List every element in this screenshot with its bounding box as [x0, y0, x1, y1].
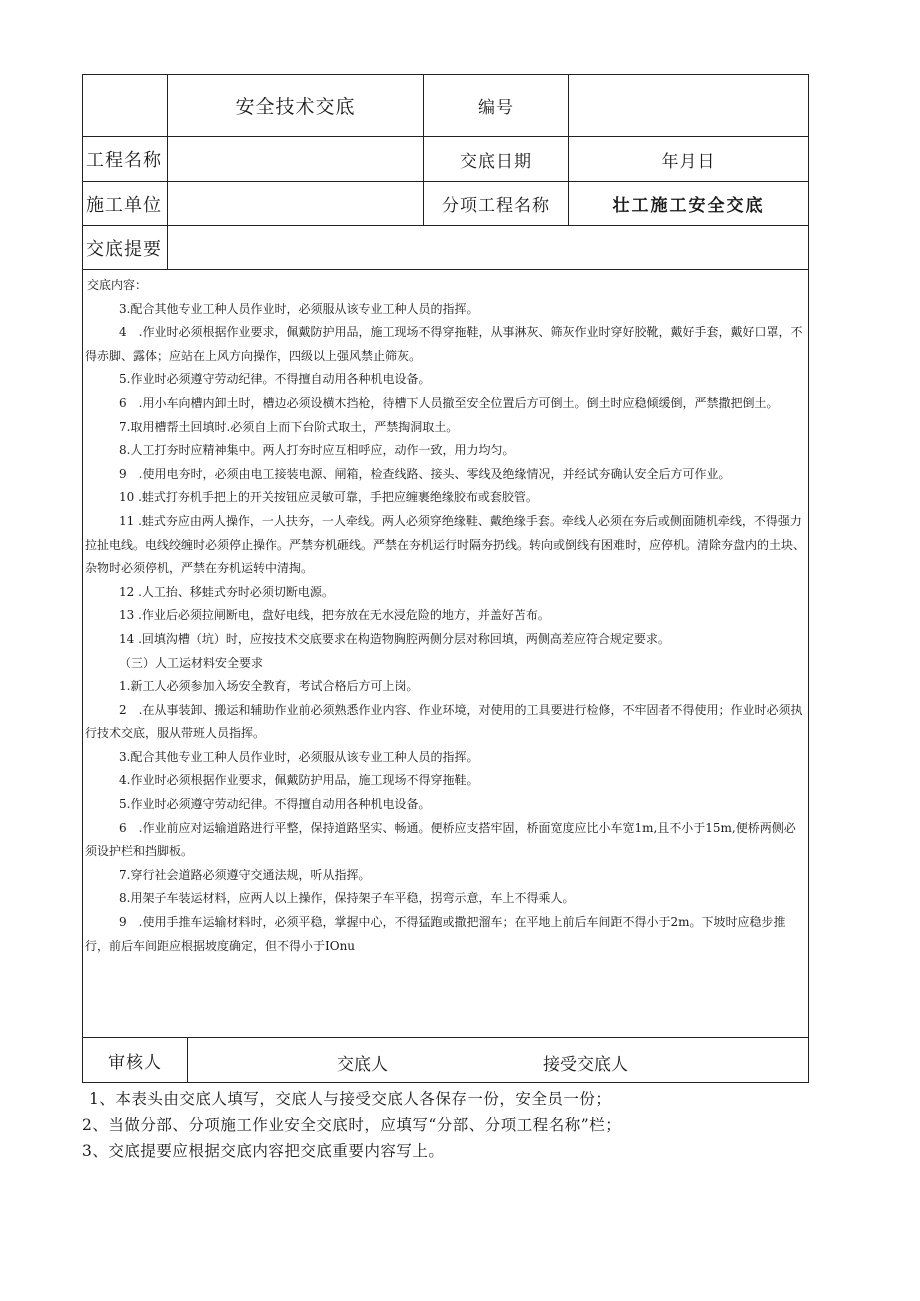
- content-paragraph: 5.作业时必须遵守劳动纪律。不得擅自动用各种机电设备。: [119, 372, 431, 387]
- note-item: 3、交底提要应根据交底内容把交底重要内容写上。: [82, 1142, 445, 1160]
- reviewer-label: 审核人: [83, 1038, 188, 1083]
- project-name-value[interactable]: [168, 137, 424, 182]
- discloser-label: 交底人: [337, 1055, 388, 1075]
- project-row: [83, 137, 809, 182]
- content-paragraph: 6 .作业前应对运输道路进行平整，保持道路坚实、畅通。便桥应支搭牢固，桥面宽度应比小车宽1m,且不小于15m,便桥两侧必须设护栏和挡脚板。: [85, 820, 796, 859]
- content-paragraph: 11 .蛙式夯应由两人操作，一人扶夯，一人牵线。两人必须穿绝缘鞋、戴绝缘手套。牵线人必须在夯后或侧面随机牵线，不得强力拉扯电线。电线绞缠时必须停止操作。严禁夯机砸线。严禁在夯机运行时隔夯扔线。转向或倒线有困难时，应停机。清除夯盘内的土块、杂物时必须停机，严禁在夯机运转中清掏。: [85, 513, 806, 576]
- form-title: 安全技术交底: [168, 75, 424, 137]
- note-item: 1、本表头由交底人填写，交底人与接受交底人各保存一份，安全员一份；: [89, 1090, 612, 1108]
- content-heading: 交底内容：: [87, 278, 148, 292]
- content-paragraph: 10 .蛙式打夯机手把上的开关按钮应灵敏可靠，手把应缠裹绝缘胶布或套胶管。: [119, 490, 538, 505]
- content-paragraph: 9 .使用电夯时，必须由电工接装电源、闸箱，检查线路、接头、零线及绝缘情况，并经试夯确认安全后方可作业。: [119, 466, 731, 481]
- subproject-name-value[interactable]: 壮工施工安全交底: [569, 182, 809, 226]
- content-paragraph: 4.作业时必须根据作业要求，佩戴防护用品，施工现场不得穿拖鞋。: [119, 773, 479, 788]
- header-blank-cell: [83, 75, 168, 137]
- content-row: [83, 270, 809, 1038]
- header-row: [83, 75, 809, 137]
- content-paragraph: 6 .用小车向槽内卸土时，槽边必须设横木挡枪，待槽下人员撤至安全位置后方可倒土。倒土时应稳倾缓倒，严禁撒把倒土。: [119, 395, 779, 410]
- project-name-label: 工程名称: [83, 137, 168, 182]
- content-paragraph: 2 .在从事装卸、搬运和辅助作业前必须熟悉作业内容、作业环境，对使用的工具要进行检修，不牢固者不得使用；作业时必须执行技术交底，服从带班人员指挥。: [85, 702, 803, 741]
- date-label: 交底日期: [424, 137, 569, 182]
- content-paragraph: 12 .人工抬、移蛙式夯时必须切断电源。: [119, 584, 334, 599]
- note-item: 2、当做分部、分项施工作业安全交底时，应填写“分部、分项工程名称”栏；: [82, 1116, 622, 1134]
- content-paragraph: 14 .回填沟槽（坑）时，应按技术交底要求在构造物胸腔两侧分层对称回填，两侧高差应符合规定要求。: [119, 631, 670, 646]
- content-paragraphs: [85, 298, 806, 959]
- content-paragraph: 8.用架子车装运材料，应两人以上操作，保持架子车平稳，拐弯示意，车上不得乘人。: [119, 891, 575, 906]
- number-label: 编号: [424, 75, 569, 137]
- receiver-label: 接受交底人: [543, 1055, 628, 1075]
- content-paragraph: 9 .使用手推车运输材料时，必须平稳，掌握中心，不得猛跑或撒把溜车；在平地上前后车间距不得小于2m。下坡时应稳步推行，前后车间距应根据坡度确定，但不得小于IOnu: [85, 915, 786, 953]
- construction-unit-label: 施工单位: [83, 182, 168, 226]
- construction-unit-value[interactable]: [168, 182, 424, 226]
- footer-notes: [82, 1086, 842, 1164]
- content-paragraph: 7.穿行社会道路必须遵守交通法规，听从指挥。: [119, 867, 371, 882]
- signature-cell: [188, 1038, 809, 1083]
- content-paragraph: （三）人工运材料安全要求: [119, 655, 264, 670]
- content-paragraph: 13 .作业后必须拉闸断电，盘好电线，把夯放在无水浸危险的地方，并盖好苫布。: [119, 608, 550, 623]
- subproject-name-label: 分项工程名称: [424, 182, 569, 226]
- content-paragraph: 4 .作业时必须根据作业要求，佩戴防护用品，施工现场不得穿拖鞋，从事淋灰、筛灰作业时穿好胶靴，戴好手套，戴好口罩，不得赤脚、露体；应站在上风方向操作，四级以上强风禁止筛灰。: [85, 325, 803, 363]
- date-value[interactable]: 年月日: [569, 137, 809, 182]
- signature-row: [83, 1038, 809, 1083]
- number-value[interactable]: [569, 75, 809, 137]
- safety-briefing-form: [82, 74, 809, 1083]
- content-paragraph: 3.配合其他专业工种人员作业时，必须服从该专业工种人员的指挥。: [119, 749, 479, 764]
- unit-row: [83, 182, 809, 226]
- content-paragraph: 5.作业时必须遵守劳动纪律。不得擅自动用各种机电设备。: [119, 797, 431, 812]
- content-paragraph: 3.配合其他专业工种人员作业时，必须服从该专业工种人员的指挥。: [119, 301, 479, 316]
- summary-label: 交底提要: [83, 226, 168, 270]
- content-paragraph: 8.人工打夯时应精神集中。两人打夯时应互相呼应，动作一致，用力均匀。: [119, 443, 515, 458]
- content-cell: [83, 270, 809, 1038]
- content-paragraph: 7.取用槽帮土回填时.必须自上而下台阶式取土，严禁掏洞取土。: [119, 419, 459, 434]
- content-paragraph: 1.新工人必须参加入场安全教育，考试合格后方可上岗。: [119, 679, 419, 694]
- summary-value[interactable]: [168, 226, 809, 270]
- summary-row: [83, 226, 809, 270]
